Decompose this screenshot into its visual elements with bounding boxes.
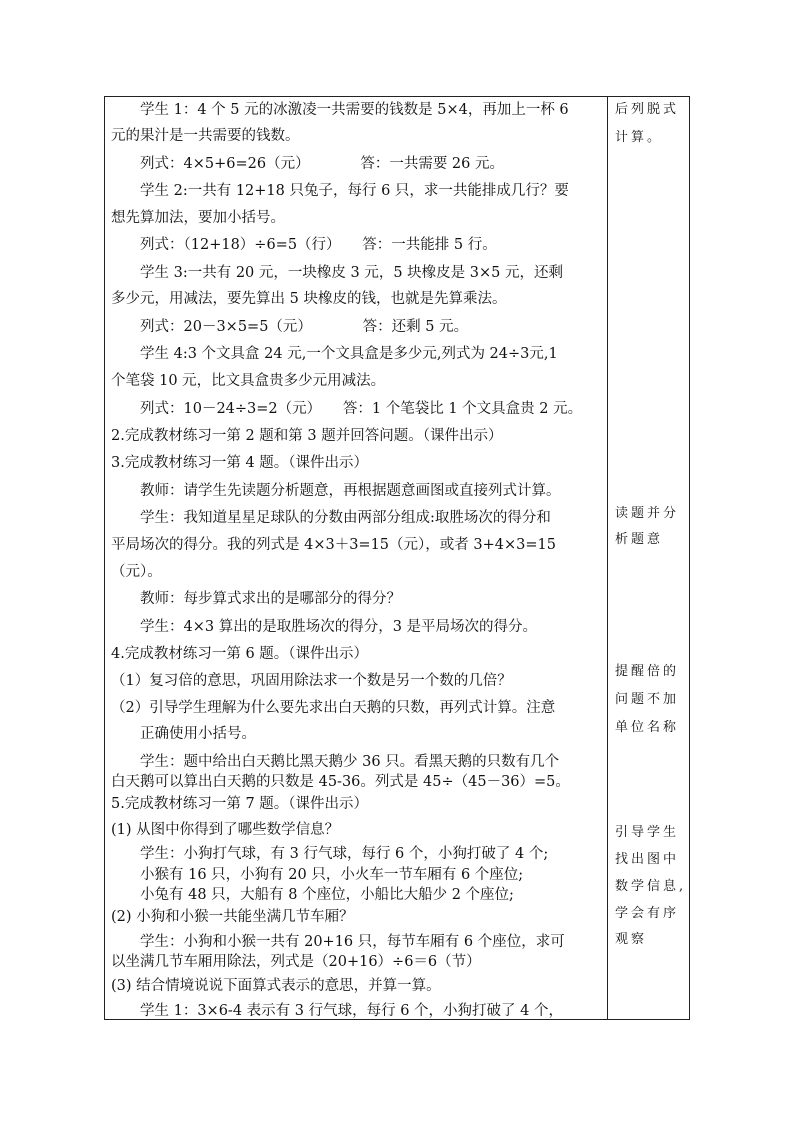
text-line: （2）引导学生理解为什么要先求出白天鹅的只数，再列式计算。注意 [111, 700, 556, 716]
text-line: 学生：4×3 算出的是取胜场次的得分，3 是平局场次的得分。 [111, 619, 538, 635]
note-line: 计算。 [615, 130, 664, 145]
text-line: 多少元，用减法，要先算出 5 块橡皮的钱，也就是先算乘法。 [111, 291, 507, 307]
text-line: 白天鹅可以算出白天鹅的只数是 45-36。列式是 45÷（45－36）=5。 [111, 774, 570, 790]
text-line: 学生：题中给出白天鹅比黑天鹅少 36 只。看黑天鹅的只数有几个 [111, 754, 560, 770]
text-line: （元）。 [111, 564, 162, 580]
text-line: 小猴有 16 只，小狗有 20 只，小火车一节车厢有 6 个座位; [111, 867, 524, 883]
note-line: 数学信息, [615, 879, 687, 894]
text-line: 以坐满几节车厢用除法，列式是（20+16）÷6＝6（节） [111, 954, 481, 970]
text-line: 学生 1：4 个 5 元的冰激凌一共需要的钱数是 5×4，再加上一杯 6 [111, 102, 569, 118]
text-line: 学生 4:3 个文具盒 24 元,一个文具盒是多少元,列式为 24÷3元,1 [111, 346, 558, 362]
text-line: 列式：（12+18）÷6=5（行） 答：一共能排 5 行。 [111, 237, 497, 253]
text-line: 列式：10－24÷3=2（元） 答：1 个笔袋比 1 个文具盒贵 2 元。 [111, 401, 583, 417]
text-line: 学生：我知道星星足球队的分数由两部分组成:取胜场次的得分和 [111, 510, 551, 526]
text-line: 小兔有 48 只，大船有 8 个座位，小船比大船少 2 个座位; [111, 887, 514, 903]
note-line: 引导学生 [615, 825, 680, 840]
note-line: 找出图中 [615, 852, 680, 867]
note-line: 读题并分 [615, 506, 680, 521]
text-line: （1）复习倍的意思，巩固用除法求一个数是另一个数的几倍？ [111, 673, 512, 689]
text-line: 学生 1：3×6-4 表示有 3 行气球，每行 6 个，小狗打破了 4 个， [111, 1003, 563, 1019]
text-line: 想先算加法，要加小括号。 [111, 210, 285, 226]
note-line: 单位名称 [615, 720, 680, 735]
note-line: 观察 [615, 932, 648, 947]
note-line: 问题不加 [615, 692, 680, 707]
text-line: 2.完成教材练习一第 2 题和第 3 题并回答问题。（课件出示） [111, 428, 503, 444]
text-line: 学生：小狗和小猴一共有 20+16 只，每节车厢有 6 个座位，求可 [111, 934, 565, 950]
note-line: 析题意 [615, 532, 664, 547]
text-line: 3.完成教材练习一第 4 题。（课件出示） [111, 455, 369, 471]
text-line: 4.完成教材练习一第 6 题。（课件出示） [111, 646, 369, 662]
text-line: 个笔袋 10 元，比文具盒贵多少元用减法。 [111, 373, 386, 389]
note-line: 提醒倍的 [615, 664, 680, 679]
text-line: 教师：每步算式求出的是哪部分的得分？ [111, 591, 401, 607]
text-line: 列式：20－3×5=5（元） 答：还剩 5 元。 [111, 319, 469, 335]
lesson-table [104, 96, 690, 1020]
text-line: 列式：4×5+6=26（元） 答：一共需要 26 元。 [111, 156, 504, 172]
text-line: (3) 结合情境说说下面算式表示的意思，并算一算。 [111, 978, 441, 994]
text-line: 学生 2:一共有 12+18 只兔子，每行 6 只，求一共能排成几行？要 [111, 183, 569, 199]
text-line: 元的果汁是一共需要的钱数。 [111, 128, 300, 144]
text-line: 学生 3:一共有 20 元，一块橡皮 3 元，5 块橡皮是 3×5 元，还剩 [111, 265, 563, 281]
text-line: 正确使用小括号。 [111, 726, 256, 742]
text-line: 5.完成教材练习一第 7 题。（课件出示） [111, 796, 369, 812]
text-line: 教师：请学生先读题分析题意，再根据题意画图或直接列式计算。 [111, 483, 561, 499]
column-divider [607, 97, 608, 1019]
text-line: (1) 从图中你得到了哪些数学信息？ [111, 822, 340, 838]
text-line: (2) 小狗和小猴一共能坐满几节车厢？ [111, 909, 354, 925]
note-line: 后列脱式 [615, 102, 680, 117]
text-line: 平局场次的得分。我的列式是 4×3＋3=15（元），或者 3+4×3=15 [111, 537, 556, 553]
note-line: 学会有序 [615, 906, 680, 921]
text-line: 学生：小狗打气球，有 3 行气球，每行 6 个，小狗打破了 4 个; [111, 846, 549, 862]
